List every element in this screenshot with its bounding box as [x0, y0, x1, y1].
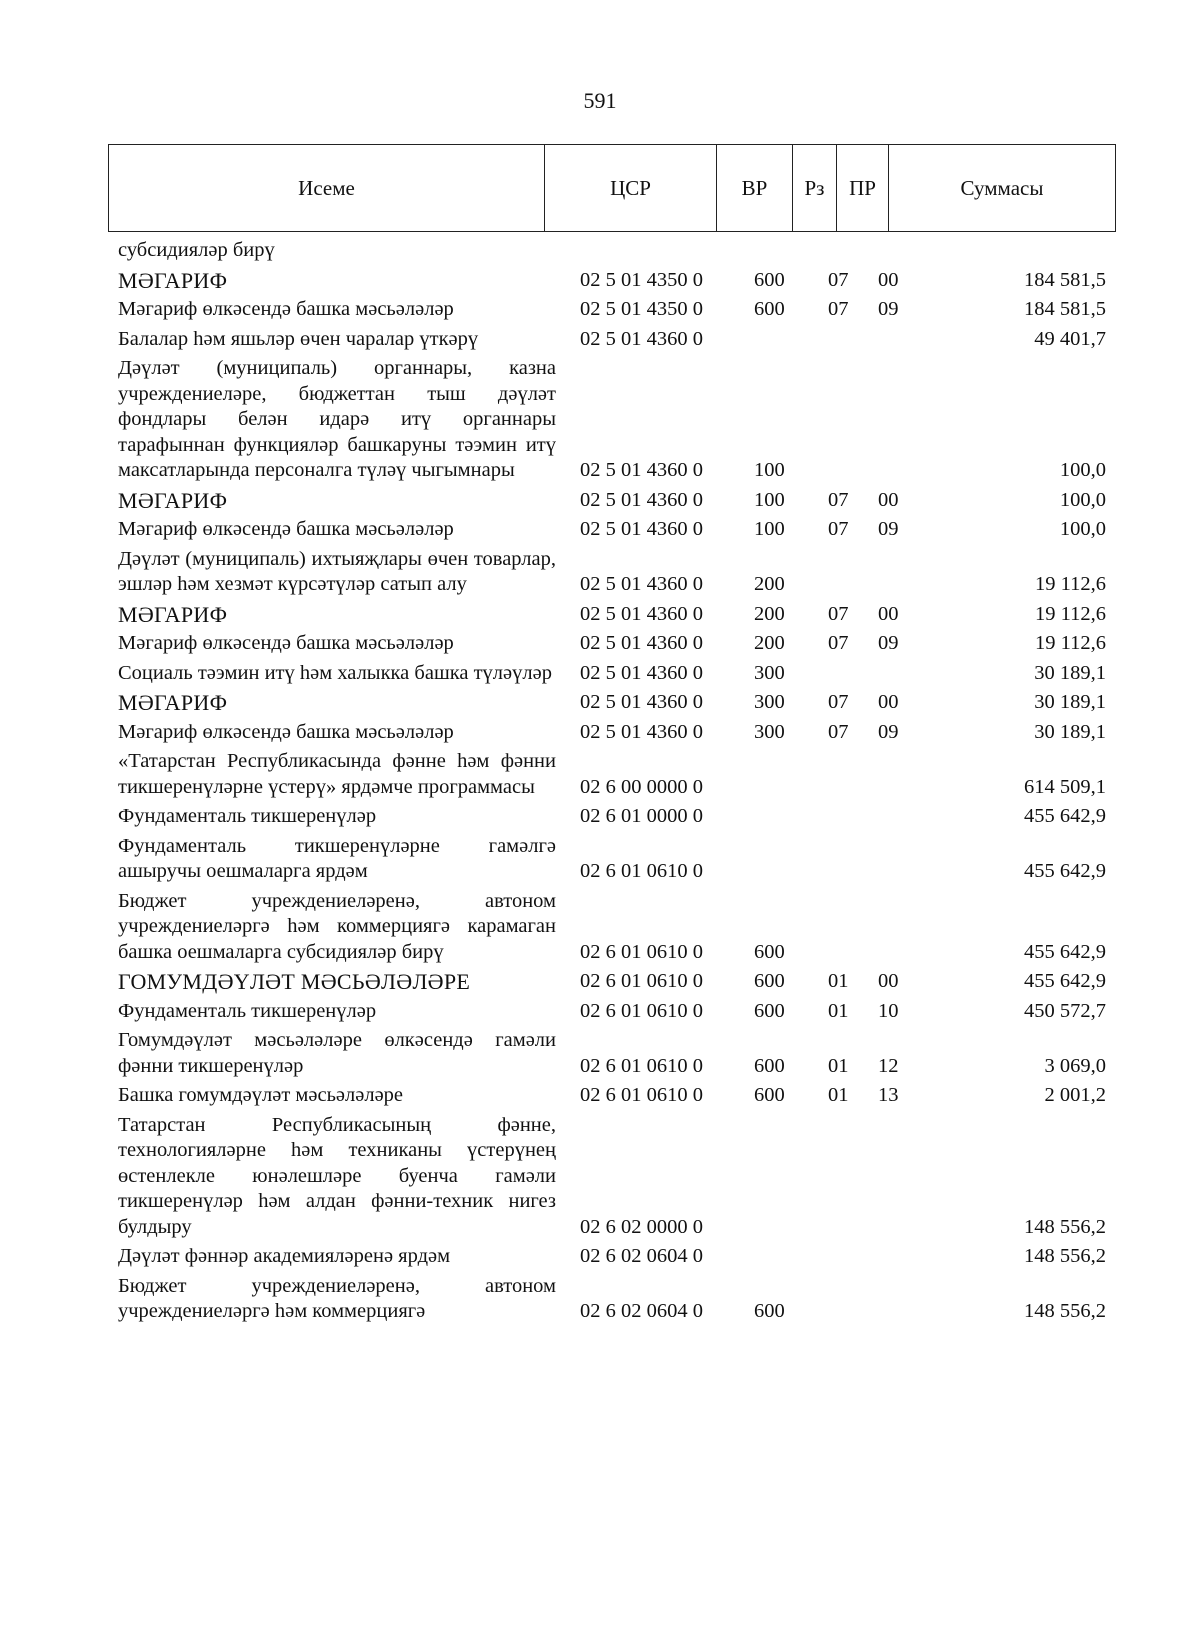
row-csr: 02 5 01 4360 0	[580, 573, 703, 595]
row-csr: 02 6 01 0610 0	[580, 940, 703, 963]
row-sum: 30 189,1	[1034, 691, 1106, 713]
table-header	[108, 144, 1116, 232]
row-vr: 600	[754, 940, 785, 963]
row-name: ГОМУМДӘҮЛӘТ МӘСЬӘЛӘЛӘРЕ	[118, 969, 471, 994]
row-name: Дәүләт (муниципаль) органнары, казна учреждениеләре, бюджеттан тыш дәүләт фондлары белән идарә итү органнары тарафыннан функцияләр башкаруны тәэмин итү максатларында персоналга түләү чыгымнары	[118, 357, 556, 481]
table-row	[118, 745, 1110, 800]
row-name: МӘГАРИФ	[118, 690, 228, 715]
row-pr: 09	[878, 720, 899, 743]
row-vr: 200	[754, 573, 785, 595]
column-header-rz: Рз	[793, 145, 837, 231]
row-vr: 600	[754, 1084, 785, 1106]
row-name: Дәүләт (муниципаль) ихтыяҗлары өчен товарлар, эшләр һәм хезмәт күрсәтүләр сатып алу	[118, 547, 556, 595]
column-header-vr: ВР	[717, 145, 793, 231]
page-number: 591	[583, 88, 617, 113]
row-name: «Татарстан Республикасында фәнне һәм фәнни тикшеренүләрне үстерү» ярдәмче программасы	[118, 750, 556, 798]
row-name: Бюджет учреждениеләренә, автоном учреждениеләргә һәм коммерциягә	[118, 1274, 556, 1322]
table-row	[118, 234, 1110, 264]
row-sum: 450 572,7	[1024, 999, 1106, 1022]
table-row	[118, 885, 1110, 966]
table-row	[118, 830, 1110, 885]
row-name: Мәгариф өлкәсендә башка мәсьәләләр	[118, 518, 454, 540]
row-sum: 100,0	[1059, 518, 1106, 540]
row-csr: 02 5 01 4360 0	[580, 661, 703, 684]
row-csr: 02 5 01 4360 0	[580, 602, 703, 625]
row-name: Балалар һәм яшьләр өчен чаралар үткәрү	[118, 327, 479, 350]
table-row	[118, 352, 1110, 484]
row-sum: 455 642,9	[1024, 805, 1106, 827]
column-header-pr: ПР	[837, 145, 889, 231]
table-row	[118, 1024, 1110, 1079]
row-name: Дәүләт фәннәр академияләренә ярдәм	[118, 1245, 451, 1267]
row-rz: 07	[828, 268, 849, 291]
column-header-csr: ЦСР	[545, 145, 717, 231]
table-row	[118, 598, 1110, 628]
row-vr: 600	[754, 970, 785, 992]
row-vr: 300	[754, 691, 785, 713]
row-rz: 01	[828, 1084, 849, 1106]
row-csr: 02 5 01 4360 0	[580, 518, 703, 540]
row-sum: 3 069,0	[1044, 1054, 1106, 1077]
table-row	[118, 1240, 1110, 1270]
row-pr: 00	[878, 268, 899, 291]
row-csr: 02 5 01 4360 0	[580, 459, 703, 481]
row-csr: 02 5 01 4350 0	[580, 268, 703, 291]
table-row	[118, 686, 1110, 716]
row-name: Фундаменталь тикшеренүләр	[118, 999, 377, 1022]
row-csr: 02 6 01 0610 0	[580, 1054, 703, 1077]
row-vr: 300	[754, 720, 785, 743]
row-sum: 455 642,9	[1024, 860, 1106, 882]
row-vr: 100	[754, 459, 785, 481]
row-csr: 02 6 01 0000 0	[580, 805, 703, 827]
column-header-name: Исеме	[109, 145, 545, 231]
row-vr: 200	[754, 632, 785, 654]
row-vr: 100	[754, 518, 785, 540]
row-vr: 300	[754, 661, 785, 684]
row-rz: 07	[828, 488, 849, 511]
row-name: МӘГАРИФ	[118, 267, 228, 293]
table-row	[118, 323, 1110, 353]
row-sum: 100,0	[1059, 459, 1106, 481]
row-csr: 02 5 01 4360 0	[580, 488, 703, 511]
row-pr: 13	[878, 1084, 899, 1106]
row-csr: 02 5 01 4360 0	[580, 632, 703, 654]
table-row	[118, 965, 1110, 995]
row-pr: 00	[878, 691, 899, 713]
row-csr: 02 5 01 4360 0	[580, 691, 703, 713]
table-row	[118, 800, 1110, 830]
row-name: Мәгариф өлкәсендә башка мәсьәләләр	[118, 298, 454, 320]
row-name: Бюджет учреждениеләренә, автоном учреждениеләргә һәм коммерциягә карамаган башка оешмаларга субсидияләр бирү	[118, 889, 556, 963]
row-sum: 19 112,6	[1035, 602, 1106, 625]
table-body	[118, 234, 1110, 1325]
row-sum: 30 189,1	[1034, 661, 1106, 684]
row-csr: 02 6 01 0610 0	[580, 1084, 703, 1106]
row-csr: 02 6 01 0610 0	[580, 970, 703, 992]
row-vr: 600	[754, 1054, 785, 1077]
table-row	[118, 716, 1110, 746]
row-name: Татарстан Республикасының фәнне, технологияләрне һәм техниканы үстерүнең өстенлекле юнәлешләре буенча гамәли тикшеренүләр һәм алдан фәнни-техник нигез булдыру	[118, 1113, 556, 1238]
row-sum: 184 581,5	[1024, 268, 1106, 291]
table-row	[118, 1270, 1110, 1325]
row-pr: 00	[878, 602, 899, 625]
row-sum: 49 401,7	[1034, 327, 1106, 350]
row-rz: 07	[828, 632, 849, 654]
row-pr: 00	[878, 970, 899, 992]
row-sum: 614 509,1	[1024, 775, 1106, 798]
row-pr: 10	[878, 999, 899, 1022]
table-row	[118, 1109, 1110, 1241]
row-csr: 02 6 01 0610 0	[580, 999, 703, 1022]
row-name: Фундаменталь тикшеренүләрне гамәлгә ашыручы оешмаларга ярдәм	[118, 834, 556, 882]
table-row	[118, 543, 1110, 598]
row-sum: 455 642,9	[1024, 970, 1106, 992]
row-sum: 184 581,5	[1024, 298, 1106, 320]
row-name: Социаль тәэмин итү һәм халыкка башка түләүләр	[118, 661, 552, 684]
row-sum: 100,0	[1059, 488, 1106, 511]
row-sum: 30 189,1	[1034, 720, 1106, 743]
table-row	[118, 657, 1110, 687]
table-row	[118, 513, 1110, 543]
row-csr: 02 6 02 0000 0	[580, 1215, 703, 1238]
row-rz: 01	[828, 999, 849, 1022]
row-csr: 02 6 02 0604 0	[580, 1245, 703, 1267]
row-rz: 07	[828, 602, 849, 625]
row-sum: 455 642,9	[1024, 940, 1106, 963]
row-name: МӘГАРИФ	[118, 601, 228, 627]
table-row	[118, 995, 1110, 1025]
row-rz: 07	[828, 691, 849, 713]
row-rz: 07	[828, 518, 849, 540]
row-name: Фундаменталь тикшеренүләр	[118, 805, 377, 827]
row-name: Мәгариф өлкәсендә башка мәсьәләләр	[118, 720, 454, 743]
table-row	[118, 264, 1110, 294]
row-csr: 02 6 01 0610 0	[580, 860, 703, 882]
row-vr: 100	[754, 488, 785, 511]
table-row	[118, 484, 1110, 514]
row-csr: 02 6 02 0604 0	[580, 1300, 703, 1322]
row-name: МӘГАРИФ	[118, 487, 228, 513]
row-pr: 09	[878, 632, 899, 654]
row-name: Гомумдәүләт мәсьәләләре өлкәсендә гамәли фәнни тикшеренүләр	[118, 1029, 556, 1077]
row-pr: 00	[878, 488, 899, 511]
row-name: субсидияләр бирү	[118, 239, 275, 261]
row-rz: 01	[828, 1054, 849, 1077]
row-sum: 2 001,2	[1044, 1084, 1106, 1106]
row-sum: 148 556,2	[1024, 1245, 1106, 1267]
row-name: Мәгариф өлкәсендә башка мәсьәләләр	[118, 632, 454, 654]
row-csr: 02 6 00 0000 0	[580, 775, 703, 798]
row-vr: 600	[754, 999, 785, 1022]
row-pr: 12	[878, 1054, 899, 1077]
row-sum: 19 112,6	[1035, 632, 1106, 654]
table-row	[118, 1079, 1110, 1109]
row-vr: 600	[754, 298, 785, 320]
row-vr: 600	[754, 268, 785, 291]
row-csr: 02 5 01 4350 0	[580, 298, 703, 320]
row-csr: 02 5 01 4360 0	[580, 720, 703, 743]
table-row	[118, 627, 1110, 657]
row-sum: 19 112,6	[1035, 573, 1106, 595]
row-name: Башка гомумдәүләт мәсьәләләре	[118, 1084, 404, 1106]
table-row	[118, 293, 1110, 323]
row-rz: 01	[828, 970, 849, 992]
row-pr: 09	[878, 298, 899, 320]
row-sum: 148 556,2	[1024, 1300, 1106, 1322]
row-vr: 600	[754, 1300, 785, 1322]
row-sum: 148 556,2	[1024, 1215, 1106, 1238]
row-csr: 02 5 01 4360 0	[580, 327, 703, 350]
row-rz: 07	[828, 720, 849, 743]
row-vr: 200	[754, 602, 785, 625]
row-rz: 07	[828, 298, 849, 320]
row-pr: 09	[878, 518, 899, 540]
column-header-sum: Суммасы	[960, 175, 1044, 200]
